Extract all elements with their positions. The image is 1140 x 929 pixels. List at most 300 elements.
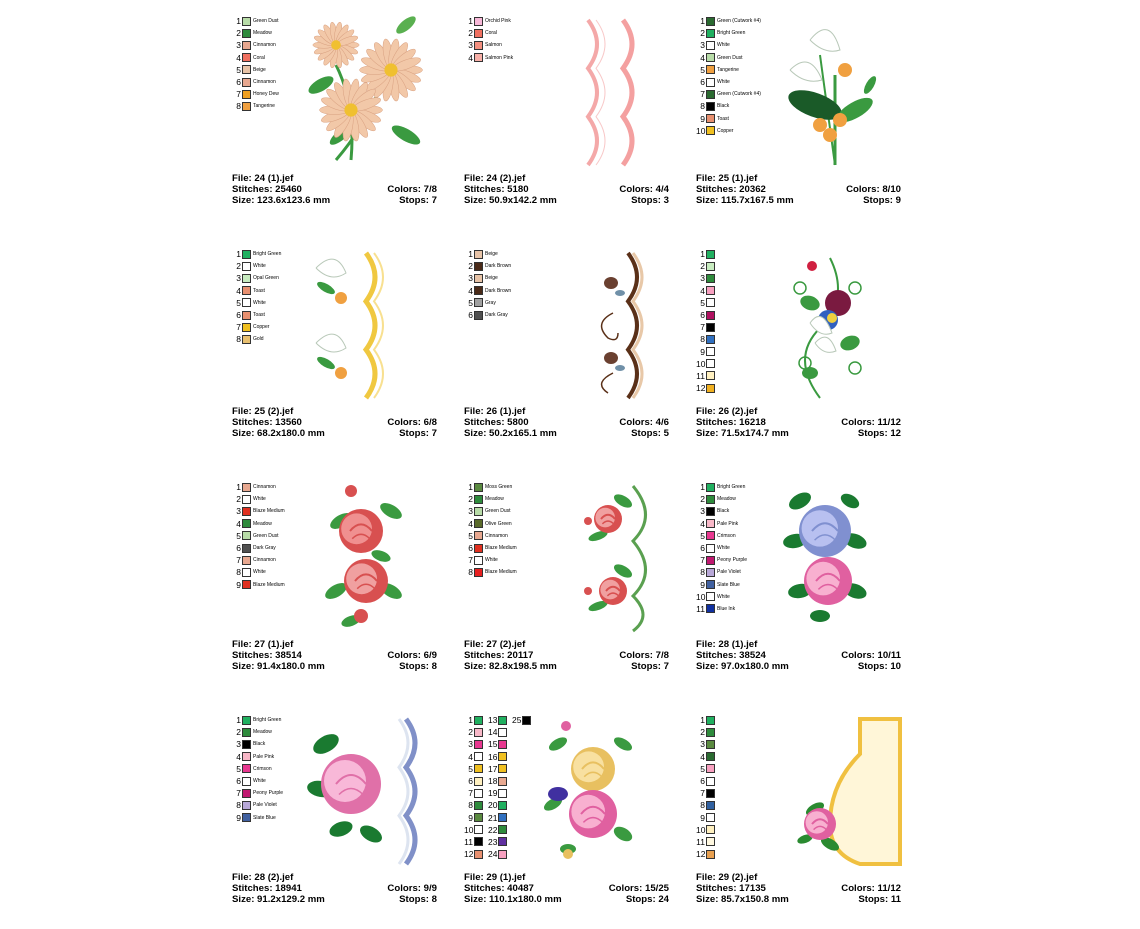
thread-name: Toast [253, 287, 265, 294]
thread-color-row [232, 76, 279, 88]
thread-number: 4 [236, 52, 241, 63]
pink-rose-blue-scallop-embroidery-image [296, 714, 446, 869]
thread-number: 3 [236, 506, 241, 517]
thread-number: 6 [468, 543, 473, 554]
thread-color-row [696, 812, 715, 824]
thread-swatch [242, 41, 251, 50]
design-size: Size: 50.9x142.2 mm [464, 195, 557, 206]
thread-swatch [242, 740, 251, 749]
thread-swatch [242, 29, 251, 38]
color-count: Colors: 7/8 [619, 650, 669, 661]
thread-number: 2 [236, 494, 241, 505]
thread-name: Dark Gray [253, 545, 276, 552]
thread-number: 3 [700, 506, 705, 517]
thread-number: 3 [700, 273, 705, 284]
thread-name: Meadow [717, 496, 736, 503]
thread-number: 1 [468, 249, 473, 260]
thread-swatch [706, 580, 715, 589]
thread-swatch [498, 801, 507, 810]
thread-color-row [464, 824, 488, 836]
thread-number: 1 [236, 16, 241, 27]
color-count: Colors: 11/12 [841, 883, 901, 894]
thread-name: White [253, 569, 266, 576]
thread-color-list [696, 15, 761, 137]
design-card [226, 714, 446, 929]
thread-color-row [488, 738, 512, 750]
thread-swatch [242, 752, 251, 761]
thread-color-row [696, 333, 715, 345]
thread-color-row [696, 836, 715, 848]
thread-color-row [696, 113, 761, 125]
thread-swatch [706, 274, 715, 283]
thread-color-row [464, 787, 488, 799]
thread-color-row [696, 775, 715, 787]
thread-name: Gold [253, 336, 264, 343]
thread-color-row [696, 285, 715, 297]
file-name: File: 25 (1).jef [696, 173, 758, 184]
thread-color-row [232, 27, 279, 39]
thread-number: 3 [236, 273, 241, 284]
thread-number: 13 [488, 715, 498, 726]
thread-color-row [488, 848, 512, 860]
thread-color-row [232, 321, 281, 333]
thread-swatch [706, 250, 715, 259]
thread-number: 2 [468, 727, 473, 738]
thread-color-row [232, 272, 281, 284]
thread-color-row [696, 39, 761, 51]
thread-name: Bright Green [717, 30, 746, 37]
thread-swatch [706, 801, 715, 810]
thread-number: 5 [236, 530, 241, 541]
thread-name: Beige [253, 66, 266, 73]
design-preview [296, 481, 446, 641]
stitch-count: Stitches: 20117 [464, 650, 534, 661]
thread-name: Opal Green [253, 275, 279, 282]
thread-number: 6 [236, 543, 241, 554]
thread-swatch [706, 65, 715, 74]
thread-color-row [232, 566, 285, 578]
thread-number: 2 [700, 727, 705, 738]
thread-number: 6 [236, 310, 241, 321]
design-preview [760, 481, 910, 641]
daisy-bouquet-embroidery-image [296, 15, 446, 170]
thread-color-list [464, 481, 517, 579]
thread-name: Crimson [717, 532, 736, 539]
thread-number: 16 [488, 751, 498, 762]
thread-name: Tangerine [717, 66, 739, 73]
thread-swatch [706, 286, 715, 295]
thread-number: 3 [468, 506, 473, 517]
thread-number: 19 [488, 788, 498, 799]
thread-swatch [242, 298, 251, 307]
thread-swatch [474, 483, 483, 492]
thread-swatch [474, 544, 483, 553]
thread-number: 2 [236, 261, 241, 272]
thread-number: 7 [700, 788, 705, 799]
thread-swatch [242, 335, 251, 344]
thread-number: 11 [464, 836, 473, 847]
thread-swatch [242, 286, 251, 295]
thread-swatch [706, 495, 715, 504]
thread-swatch [706, 592, 715, 601]
thread-name: White [253, 496, 266, 503]
thread-swatch [242, 507, 251, 516]
thread-name: White [717, 79, 730, 86]
stitch-count: Stitches: 5180 [464, 184, 529, 195]
thread-name: Green (Cutwork #4) [717, 18, 761, 25]
thread-swatch [242, 544, 251, 553]
thread-color-row [232, 763, 283, 775]
thread-color-row [696, 125, 761, 137]
thread-color-row [232, 39, 279, 51]
thread-color-row [696, 505, 747, 517]
thread-number: 7 [700, 89, 705, 100]
thread-color-list [696, 248, 715, 394]
rose-spray-red-embroidery-image [296, 481, 446, 636]
thread-swatch [474, 556, 483, 565]
thread-swatch [242, 789, 251, 798]
thread-number: 7 [700, 322, 705, 333]
thread-name: Meadow [253, 520, 272, 527]
thread-color-row [464, 493, 517, 505]
thread-color-row [464, 751, 488, 763]
thread-swatch [706, 544, 715, 553]
thread-swatch [706, 78, 715, 87]
design-size: Size: 115.7x167.5 mm [696, 195, 794, 206]
thread-swatch [498, 740, 507, 749]
thread-color-row [232, 726, 283, 738]
thread-color-row [696, 824, 715, 836]
thread-number: 5 [468, 530, 473, 541]
thread-number: 7 [700, 555, 705, 566]
thread-color-row [464, 39, 513, 51]
thread-swatch [706, 17, 715, 26]
thread-swatch [474, 777, 483, 786]
thread-color-row [696, 260, 715, 272]
thread-swatch [242, 801, 251, 810]
thread-swatch [474, 29, 483, 38]
thread-name: Cinnamon [253, 484, 276, 491]
thread-swatch [706, 531, 715, 540]
stop-count: Stops: 7 [399, 428, 437, 439]
file-name: File: 27 (1).jef [232, 639, 294, 650]
thread-color-row [696, 493, 747, 505]
thread-number: 4 [700, 518, 705, 529]
thread-number: 4 [468, 285, 473, 296]
thread-name: Black [717, 103, 730, 110]
thread-number: 7 [236, 322, 241, 333]
file-name: File: 28 (1).jef [696, 639, 758, 650]
thread-color-row [464, 309, 511, 321]
thread-number: 2 [236, 28, 241, 39]
thread-color-row [696, 76, 761, 88]
thread-number: 9 [700, 113, 705, 124]
thread-name: Salmon Pink [485, 54, 514, 61]
thread-color-row [696, 763, 715, 775]
thread-color-row [232, 738, 283, 750]
thread-color-row [232, 493, 285, 505]
thread-swatch [474, 311, 483, 320]
thread-number: 1 [700, 715, 705, 726]
thread-swatch [498, 752, 507, 761]
thread-swatch [242, 17, 251, 26]
thread-name: Blaze Medium [485, 545, 517, 552]
thread-name: White [717, 545, 730, 552]
thread-number: 18 [488, 776, 498, 787]
thread-swatch [706, 126, 715, 135]
thread-swatch [474, 286, 483, 295]
thread-swatch [706, 311, 715, 320]
thread-color-row [232, 297, 281, 309]
thread-swatch [706, 752, 715, 761]
thread-number: 1 [700, 482, 705, 493]
thread-name: Blaze Medium [253, 508, 285, 515]
stop-count: Stops: 8 [399, 661, 437, 672]
thread-number: 7 [468, 555, 473, 566]
pink-rose-gold-lace-embroidery-image [760, 714, 910, 869]
thread-name: White [253, 299, 266, 306]
thread-color-row [696, 15, 761, 27]
thread-number: 11 [696, 370, 705, 381]
thread-number: 10 [696, 591, 706, 602]
thread-name: Moss Green [485, 484, 513, 491]
stop-count: Stops: 7 [631, 661, 669, 672]
thread-color-row [232, 333, 281, 345]
thread-color-row [696, 272, 715, 284]
color-count: Colors: 6/9 [387, 650, 437, 661]
thread-name: White [253, 778, 266, 785]
thread-number: 11 [696, 836, 705, 847]
color-count: Colors: 6/8 [387, 417, 437, 428]
thread-color-row [696, 321, 715, 333]
thread-number: 3 [236, 739, 241, 750]
design-preview [528, 714, 678, 874]
design-preview [760, 248, 910, 408]
thread-number: 5 [700, 530, 705, 541]
thread-number: 6 [700, 776, 705, 787]
color-count: Colors: 15/25 [608, 883, 669, 894]
thread-swatch [242, 728, 251, 737]
thread-swatch [706, 359, 715, 368]
brown-scroll-border-embroidery-image [528, 248, 678, 403]
thread-number: 8 [700, 101, 705, 112]
thread-color-row [696, 530, 747, 542]
thread-name: Beige [485, 251, 498, 258]
thread-number: 4 [700, 285, 705, 296]
thread-swatch [474, 17, 483, 26]
thread-swatch [706, 604, 715, 613]
thread-color-row [696, 518, 747, 530]
thread-name: Cinnamon [253, 79, 276, 86]
design-card [458, 15, 678, 230]
thread-color-row [464, 272, 511, 284]
thread-color-row [696, 346, 715, 358]
thread-swatch [706, 825, 715, 834]
thread-swatch [474, 789, 483, 798]
thread-color-row [696, 100, 761, 112]
thread-color-row [464, 542, 517, 554]
thread-swatch [706, 519, 715, 528]
thread-number: 2 [468, 28, 473, 39]
thread-name: Salmon [485, 42, 502, 49]
thread-number: 9 [236, 812, 241, 823]
thread-swatch [474, 531, 483, 540]
file-name: File: 26 (1).jef [464, 406, 526, 417]
thread-number: 1 [236, 482, 241, 493]
stitch-count: Stitches: 40487 [464, 883, 534, 894]
thread-name: Slate Blue [253, 814, 276, 821]
thread-name: Dark Brown [485, 263, 512, 270]
thread-swatch [706, 483, 715, 492]
thread-color-row [696, 603, 747, 615]
color-count: Colors: 9/9 [387, 883, 437, 894]
thread-number: 5 [236, 297, 241, 308]
thread-swatch [242, 262, 251, 271]
thread-swatch [706, 568, 715, 577]
stitch-count: Stitches: 20362 [696, 184, 766, 195]
blue-pink-roses-embroidery-image [760, 481, 910, 636]
thread-swatch [474, 740, 483, 749]
thread-number: 5 [236, 64, 241, 75]
thread-name: Peony Purple [717, 557, 748, 564]
thread-number: 15 [488, 739, 498, 750]
lily-scallop-gold-embroidery-image [296, 248, 446, 403]
thread-color-row [696, 52, 761, 64]
thread-color-row [464, 260, 511, 272]
thread-swatch [474, 752, 483, 761]
thread-swatch [498, 813, 507, 822]
thread-color-row [232, 64, 279, 76]
thread-swatch [242, 323, 251, 332]
color-count: Colors: 10/11 [841, 650, 901, 661]
thread-swatch [242, 78, 251, 87]
thread-swatch [242, 764, 251, 773]
thread-color-list [232, 248, 281, 346]
thread-number: 6 [236, 77, 241, 88]
thread-color-row [696, 579, 747, 591]
thread-number: 3 [468, 739, 473, 750]
thread-name: Crimson [253, 765, 272, 772]
thread-name: Blaze Medium [485, 569, 517, 576]
thread-number: 5 [700, 763, 705, 774]
thread-swatch [242, 580, 251, 589]
thread-number: 7 [236, 555, 241, 566]
thread-color-row [464, 836, 488, 848]
thread-number: 2 [468, 494, 473, 505]
thread-color-row [696, 542, 747, 554]
thread-number: 7 [236, 788, 241, 799]
thread-name: Toast [253, 312, 265, 319]
thread-number: 10 [696, 824, 706, 835]
thread-color-row [232, 100, 279, 112]
thread-swatch [706, 323, 715, 332]
thread-name: Green (Cutwork #4) [717, 91, 761, 98]
thread-color-row [232, 812, 283, 824]
thread-name: Copper [717, 127, 734, 134]
thread-name: Peony Purple [253, 790, 284, 797]
thread-color-row [464, 481, 517, 493]
thread-swatch [474, 507, 483, 516]
stop-count: Stops: 7 [399, 195, 437, 206]
thread-color-row [488, 836, 512, 848]
thread-name: White [717, 593, 730, 600]
thread-color-row [232, 530, 285, 542]
thread-number: 24 [488, 849, 498, 860]
color-count: Colors: 8/10 [846, 184, 901, 195]
thread-swatch [706, 850, 715, 859]
thread-color-list [696, 714, 715, 860]
thread-swatch [706, 740, 715, 749]
thread-number: 1 [236, 249, 241, 260]
stop-count: Stops: 12 [857, 428, 901, 439]
thread-name: Toast [717, 115, 729, 122]
thread-swatch [706, 764, 715, 773]
yellow-pink-roses-embroidery-image [528, 714, 678, 869]
stop-count: Stops: 8 [399, 894, 437, 905]
thread-name: Green Dust [485, 508, 511, 515]
thread-number: 1 [700, 249, 705, 260]
thread-number: 6 [468, 310, 473, 321]
thread-number: 1 [236, 715, 241, 726]
design-card [226, 15, 446, 230]
thread-number: 8 [468, 567, 473, 578]
thread-color-row [464, 27, 513, 39]
stitch-count: Stitches: 18941 [232, 883, 302, 894]
stitch-count: Stitches: 17135 [696, 883, 766, 894]
thread-swatch [706, 507, 715, 516]
thread-swatch [474, 728, 483, 737]
thread-number: 3 [700, 739, 705, 750]
thread-color-row [232, 579, 285, 591]
thread-name: Blaze Medium [253, 581, 285, 588]
thread-color-row [232, 714, 283, 726]
design-size: Size: 97.0x180.0 mm [696, 661, 789, 672]
thread-name: Green Dust [717, 54, 743, 61]
thread-color-row [232, 751, 283, 763]
design-size: Size: 110.1x180.0 mm [464, 894, 562, 905]
rose-vine-scallop-embroidery-image [528, 481, 678, 636]
thread-name: Orchid Pink [485, 18, 511, 25]
thread-number: 23 [488, 836, 498, 847]
design-card [690, 714, 910, 929]
thread-number: 3 [236, 40, 241, 51]
stop-count: Stops: 9 [863, 195, 901, 206]
thread-number: 8 [236, 101, 241, 112]
thread-number: 1 [700, 16, 705, 27]
thread-name: Green Dust [253, 532, 279, 539]
thread-color-row [696, 787, 715, 799]
thread-swatch [498, 716, 507, 725]
design-card [690, 248, 910, 463]
thread-name: Slate Blue [717, 581, 740, 588]
thread-color-row [696, 799, 715, 811]
thread-swatch [706, 777, 715, 786]
thread-number: 4 [236, 285, 241, 296]
stitch-count: Stitches: 5800 [464, 417, 529, 428]
thread-swatch [706, 41, 715, 50]
thread-swatch [706, 90, 715, 99]
design-preview [760, 15, 910, 175]
thread-swatch [706, 384, 715, 393]
thread-number: 7 [468, 788, 473, 799]
stitch-count: Stitches: 13560 [232, 417, 302, 428]
thread-swatch [474, 53, 483, 62]
thread-color-row [232, 285, 281, 297]
thread-swatch [498, 764, 507, 773]
thread-number: 5 [468, 763, 473, 774]
thread-name: Meadow [253, 30, 272, 37]
thread-color-row [232, 88, 279, 100]
